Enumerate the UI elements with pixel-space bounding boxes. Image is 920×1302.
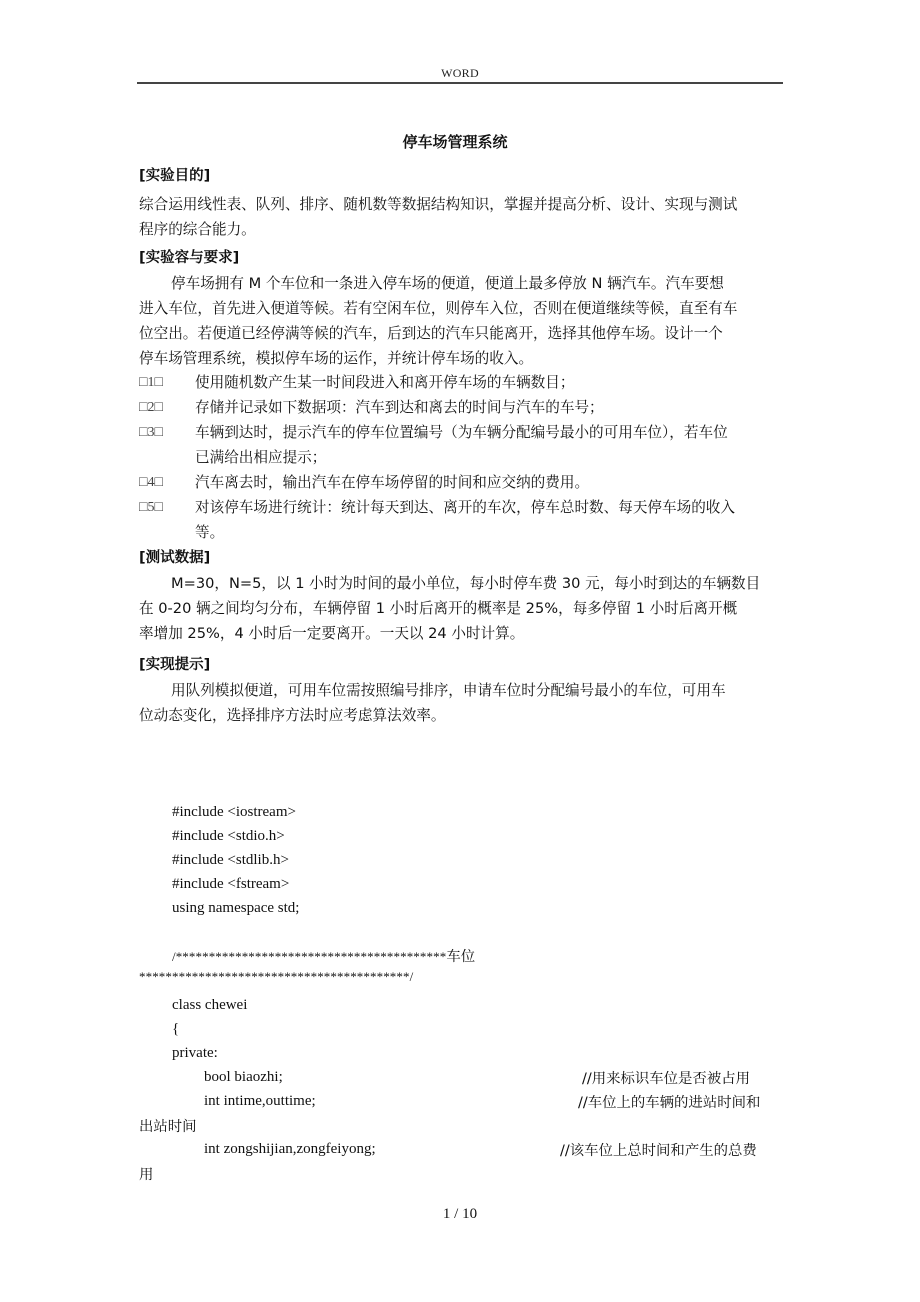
page-header-label: WORD	[441, 66, 479, 80]
code-using-namespace: using namespace std;	[172, 900, 300, 916]
paragraph-line: 进入车位，首先进入便道等候。若有空闲车位，则停车入位，否则在便道继续等候，直至有车	[139, 300, 738, 317]
list-item-text: 已满给出相应提示；	[195, 449, 327, 466]
paragraph-line: 停车场管理系统，模拟停车场的运作，并统计停车场的收入。	[139, 350, 534, 367]
code-include-line: #include <fstream>	[172, 876, 290, 892]
code-comment-wrap: 用	[139, 1167, 154, 1183]
paragraph-line: 位动态变化，选择排序方法时应考虑算法效率。	[139, 707, 446, 724]
list-item-text: 使用随机数产生某一时间段进入和离开停车场的车辆数目；	[195, 374, 575, 391]
paragraph-line: 用队列模拟便道，可用车位需按照编号排序，申请车位时分配编号最小的车位，可用车	[171, 682, 726, 699]
code-class-declaration: class chewei	[172, 997, 248, 1013]
section-heading-purpose: [实验目的]	[139, 168, 211, 184]
section-heading-requirements: [实验容与要求]	[139, 250, 240, 266]
code-comment: //车位上的车辆的进站时间和	[578, 1095, 761, 1111]
paragraph-line: M=30，N=5，以 1 小时为时间的最小单位，每小时停车费 30 元，每小时到达的车辆数目	[171, 575, 761, 592]
code-include-line: #include <stdio.h>	[172, 828, 285, 844]
code-include-line: #include <iostream>	[172, 804, 296, 820]
list-marker: □1□	[139, 375, 163, 390]
banner-stars: /*****************************************	[172, 949, 447, 964]
paragraph-purpose	[139, 192, 773, 242]
list-marker: □3□	[139, 425, 163, 440]
paragraph-line: 程序的综合能力。	[139, 221, 256, 238]
paragraph-hints	[139, 678, 773, 728]
code-member: int zongshijian,zongfeiyong;	[204, 1141, 376, 1157]
section-heading-hints: [实现提示]	[139, 657, 211, 673]
paragraph-requirements	[139, 271, 773, 371]
list-marker: □5□	[139, 500, 163, 515]
section-heading-test-data: [测试数据]	[139, 550, 211, 566]
list-item-text: 汽车离去时，输出汽车在停车场停留的时间和应交纳的费用。	[195, 474, 590, 491]
list-item-text: 对该停车场进行统计：统计每天到达、离开的车次，停车总时数、每天停车场的收入	[195, 499, 735, 516]
list-item-text: 等。	[195, 524, 225, 541]
code-open-brace: {	[172, 1021, 180, 1037]
list-item-text: 存储并记录如下数据项：汽车到达和离去的时间与汽车的车号；	[195, 399, 604, 416]
code-member: int intime,outtime;	[204, 1093, 316, 1109]
code-comment-wrap: 出站时间	[139, 1119, 197, 1135]
paragraph-test-data	[139, 571, 773, 646]
list-item-text: 车辆到达时，提示汽车的停车位置编号（为车辆分配编号最小的可用车位），若车位	[195, 424, 728, 441]
code-member: bool biaozhi;	[204, 1069, 283, 1085]
list-marker: □4□	[139, 475, 163, 490]
paragraph-line: 综合运用线性表、队列、排序、随机数等数据结构知识，掌握并提高分析、设计、实现与测试	[139, 196, 738, 213]
paragraph-line: 位空出。若便道已经停满等候的汽车，后到达的汽车只能离开，选择其他停车场。设计一个	[139, 325, 723, 342]
banner-label: 车位	[446, 949, 476, 965]
list-marker: □2□	[139, 400, 163, 415]
page-number-indicator: 1 / 10	[442, 1206, 478, 1222]
code-comment: //用来标识车位是否被占用	[582, 1071, 750, 1087]
code-banner-comment-end: *****************************************/	[139, 969, 414, 984]
paragraph-line: 在 0-20 辆之间均匀分布，车辆停留 1 小时后离开的概率是 25%，每多停留 1 小时后离开概	[139, 600, 738, 617]
paragraph-line: 率增加 25%，4 小时后一定要离开。一天以 24 小时计算。	[139, 625, 525, 642]
paragraph-line: 停车场拥有 M 个车位和一条进入停车场的便道，便道上最多停放 N 辆汽车。汽车要想	[171, 275, 724, 292]
document-title: 停车场管理系统	[402, 133, 508, 151]
code-include-line: #include <stdlib.h>	[172, 852, 289, 868]
code-access-specifier: private:	[172, 1045, 218, 1061]
code-banner-comment-start	[172, 945, 475, 966]
code-comment: //该车位上总时间和产生的总费	[560, 1143, 757, 1159]
header-rule	[137, 82, 783, 84]
